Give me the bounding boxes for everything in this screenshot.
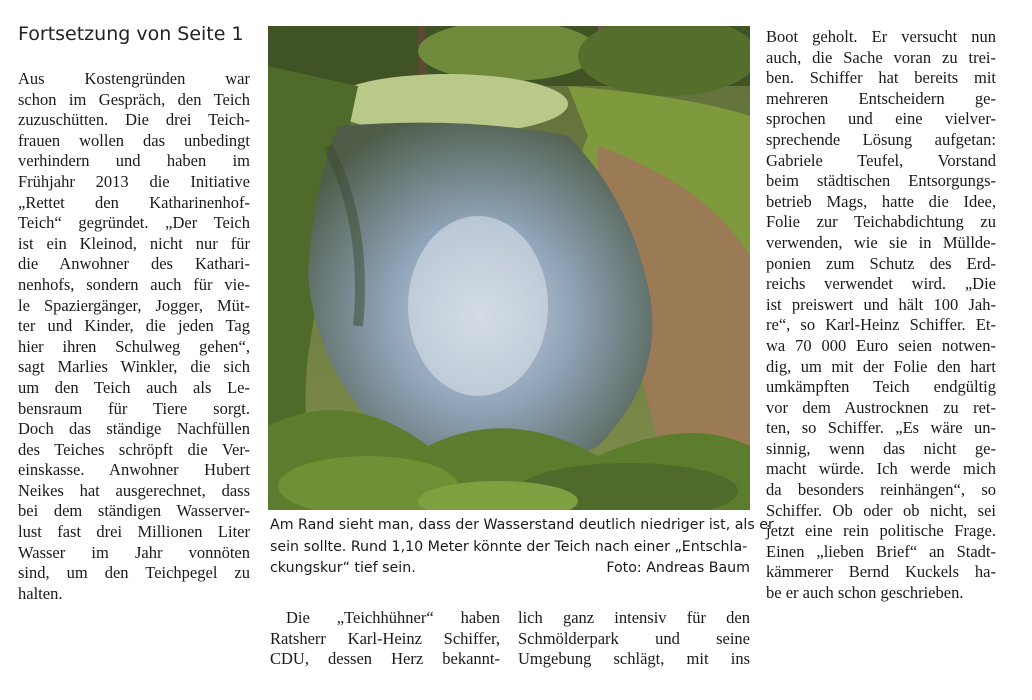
text-line: re“, so Karl-Heinz Schiffer. Et- xyxy=(766,315,996,335)
photo-caption xyxy=(270,515,774,580)
text-line: kämmerer Bernd Kuckels ha- xyxy=(766,562,996,582)
text-line: Boot geholt. Er versucht nun xyxy=(766,27,996,46)
caption-line: sein sollte. Rund 1,10 Meter könnte der Teich nach einer „Entschla- xyxy=(270,538,748,555)
text-line: bensraum für Tiere sorgt. xyxy=(18,398,250,418)
text-line: ponien zum Schutz des Erd- xyxy=(766,253,996,273)
text-line: „Rettet den Katharinenhof- xyxy=(18,192,250,212)
column-right xyxy=(766,27,996,604)
text-line: jetzt eine rein politische Frage. xyxy=(766,521,996,541)
text-line: reichs verwendet wird. „Die xyxy=(766,274,996,294)
column-middle-right xyxy=(518,608,750,670)
text-line: hier ihren Schulweg gehen“, xyxy=(18,336,250,356)
text-line: um den Teich auch als Le- xyxy=(18,377,250,397)
text-line: betrieb Mags, hatte die Idee, xyxy=(766,191,996,211)
text-line: ter und Kinder, die jeden Tag xyxy=(18,316,250,336)
text-line: Ratsherr Karl-Heinz Schiffer, xyxy=(270,628,500,648)
text-line: lust fast drei Millionen Liter xyxy=(18,522,250,542)
text-line: frauen wollen das unbedingt xyxy=(18,130,250,150)
text-line: le Spaziergänger, Jogger, Müt- xyxy=(18,295,250,315)
text-line: auch, die Sache voran zu trei- xyxy=(766,47,996,67)
text-line: Wasser im Jahr vonnöten xyxy=(18,542,250,562)
text-line: Einen „lieben Brief“ an Stadt- xyxy=(766,541,996,561)
text-line: umkämpften Teich endgültig xyxy=(766,377,996,397)
text-line: schon im Gespräch, den Teich xyxy=(18,89,250,109)
text-line: sinnig, wenn das nicht ge- xyxy=(766,438,996,458)
text-line: wa 70 000 Euro seien notwen- xyxy=(766,335,996,355)
text-line: ist ein Kleinod, nicht nur für xyxy=(18,233,250,253)
text-line: sprochen und eine vielver- xyxy=(766,109,996,129)
text-line: sind, um den Teichpegel zu xyxy=(18,563,250,583)
text-line: ist preiswert und hält 100 Jah- xyxy=(766,294,996,314)
text-line: be er auch schon geschrieben. xyxy=(766,583,964,603)
text-line: Umgebung schlägt, mit ins xyxy=(518,649,750,669)
article-heading: Fortsetzung von Seite 1 xyxy=(18,23,244,45)
text-line: halten. xyxy=(18,583,63,603)
text-line: CDU, dessen Herz bekannt- xyxy=(270,649,500,669)
text-line: des Teiches schröpft die Ver- xyxy=(18,439,250,459)
text-line: Folie zur Teichabdichtung zu xyxy=(766,212,996,232)
pond-photo-illustration xyxy=(268,26,750,510)
pond-photo xyxy=(268,26,750,510)
text-line: zuzuschütten. Die drei Teich- xyxy=(18,110,250,130)
text-line: Neikes hat ausgerechnet, dass xyxy=(18,480,250,500)
text-line: Schmölderpark und seine xyxy=(518,628,750,648)
text-line: macht würde. Ich werde mich xyxy=(766,459,996,479)
text-line: bei dem ständigen Wasserver- xyxy=(18,501,250,521)
text-line: dig, um mit der Folie den hart xyxy=(766,356,996,376)
text-line: ben. Schiffer hat bereits mit xyxy=(766,68,996,88)
text-line: vor dem Austrocknen zu ret- xyxy=(766,397,996,417)
text-line: Schiffer. Ob oder ob nicht, sei xyxy=(766,500,996,520)
caption-line: ckungskur“ tief sein. xyxy=(270,560,416,576)
text-line: sprechende Lösung aufgetan: xyxy=(766,129,996,149)
text-line: beim städtischen Entsorgungs- xyxy=(766,171,996,191)
text-line: Gabriele Teufel, Vorstand xyxy=(766,150,996,170)
caption-line: Am Rand sieht man, dass der Wasserstand deutlich niedriger ist, als er xyxy=(270,517,774,533)
text-line: die Anwohner des Kathari- xyxy=(18,254,250,274)
text-line: Teich“ gegründet. „Der Teich xyxy=(18,213,250,233)
photo-credit: Foto: Andreas Baum xyxy=(606,560,750,576)
text-line: verhindern und haben im xyxy=(18,151,250,171)
text-line: Die „Teichhühner“ haben xyxy=(286,608,500,627)
column-left xyxy=(18,69,250,604)
text-line: einskasse. Anwohner Hubert xyxy=(18,460,250,480)
text-line: nenhofs, sondern auch für vie- xyxy=(18,274,250,294)
text-line: lich ganz intensiv für den xyxy=(518,608,750,627)
text-line: Aus Kostengründen war xyxy=(18,69,250,88)
text-line: Frühjahr 2013 die Initiative xyxy=(18,171,250,191)
text-line: da besonders reinhängen“, so xyxy=(766,480,996,500)
text-line: ten, so Schiffer. „Es wäre un- xyxy=(766,418,996,438)
text-line: Doch das ständige Nachfüllen xyxy=(18,419,250,439)
column-middle-left xyxy=(270,608,500,670)
text-line: mehreren Entscheidern ge- xyxy=(766,88,996,108)
text-line: verwenden, wie sie in Mülldе- xyxy=(766,232,996,252)
text-line: sagt Marlies Winkler, die sich xyxy=(18,357,250,377)
